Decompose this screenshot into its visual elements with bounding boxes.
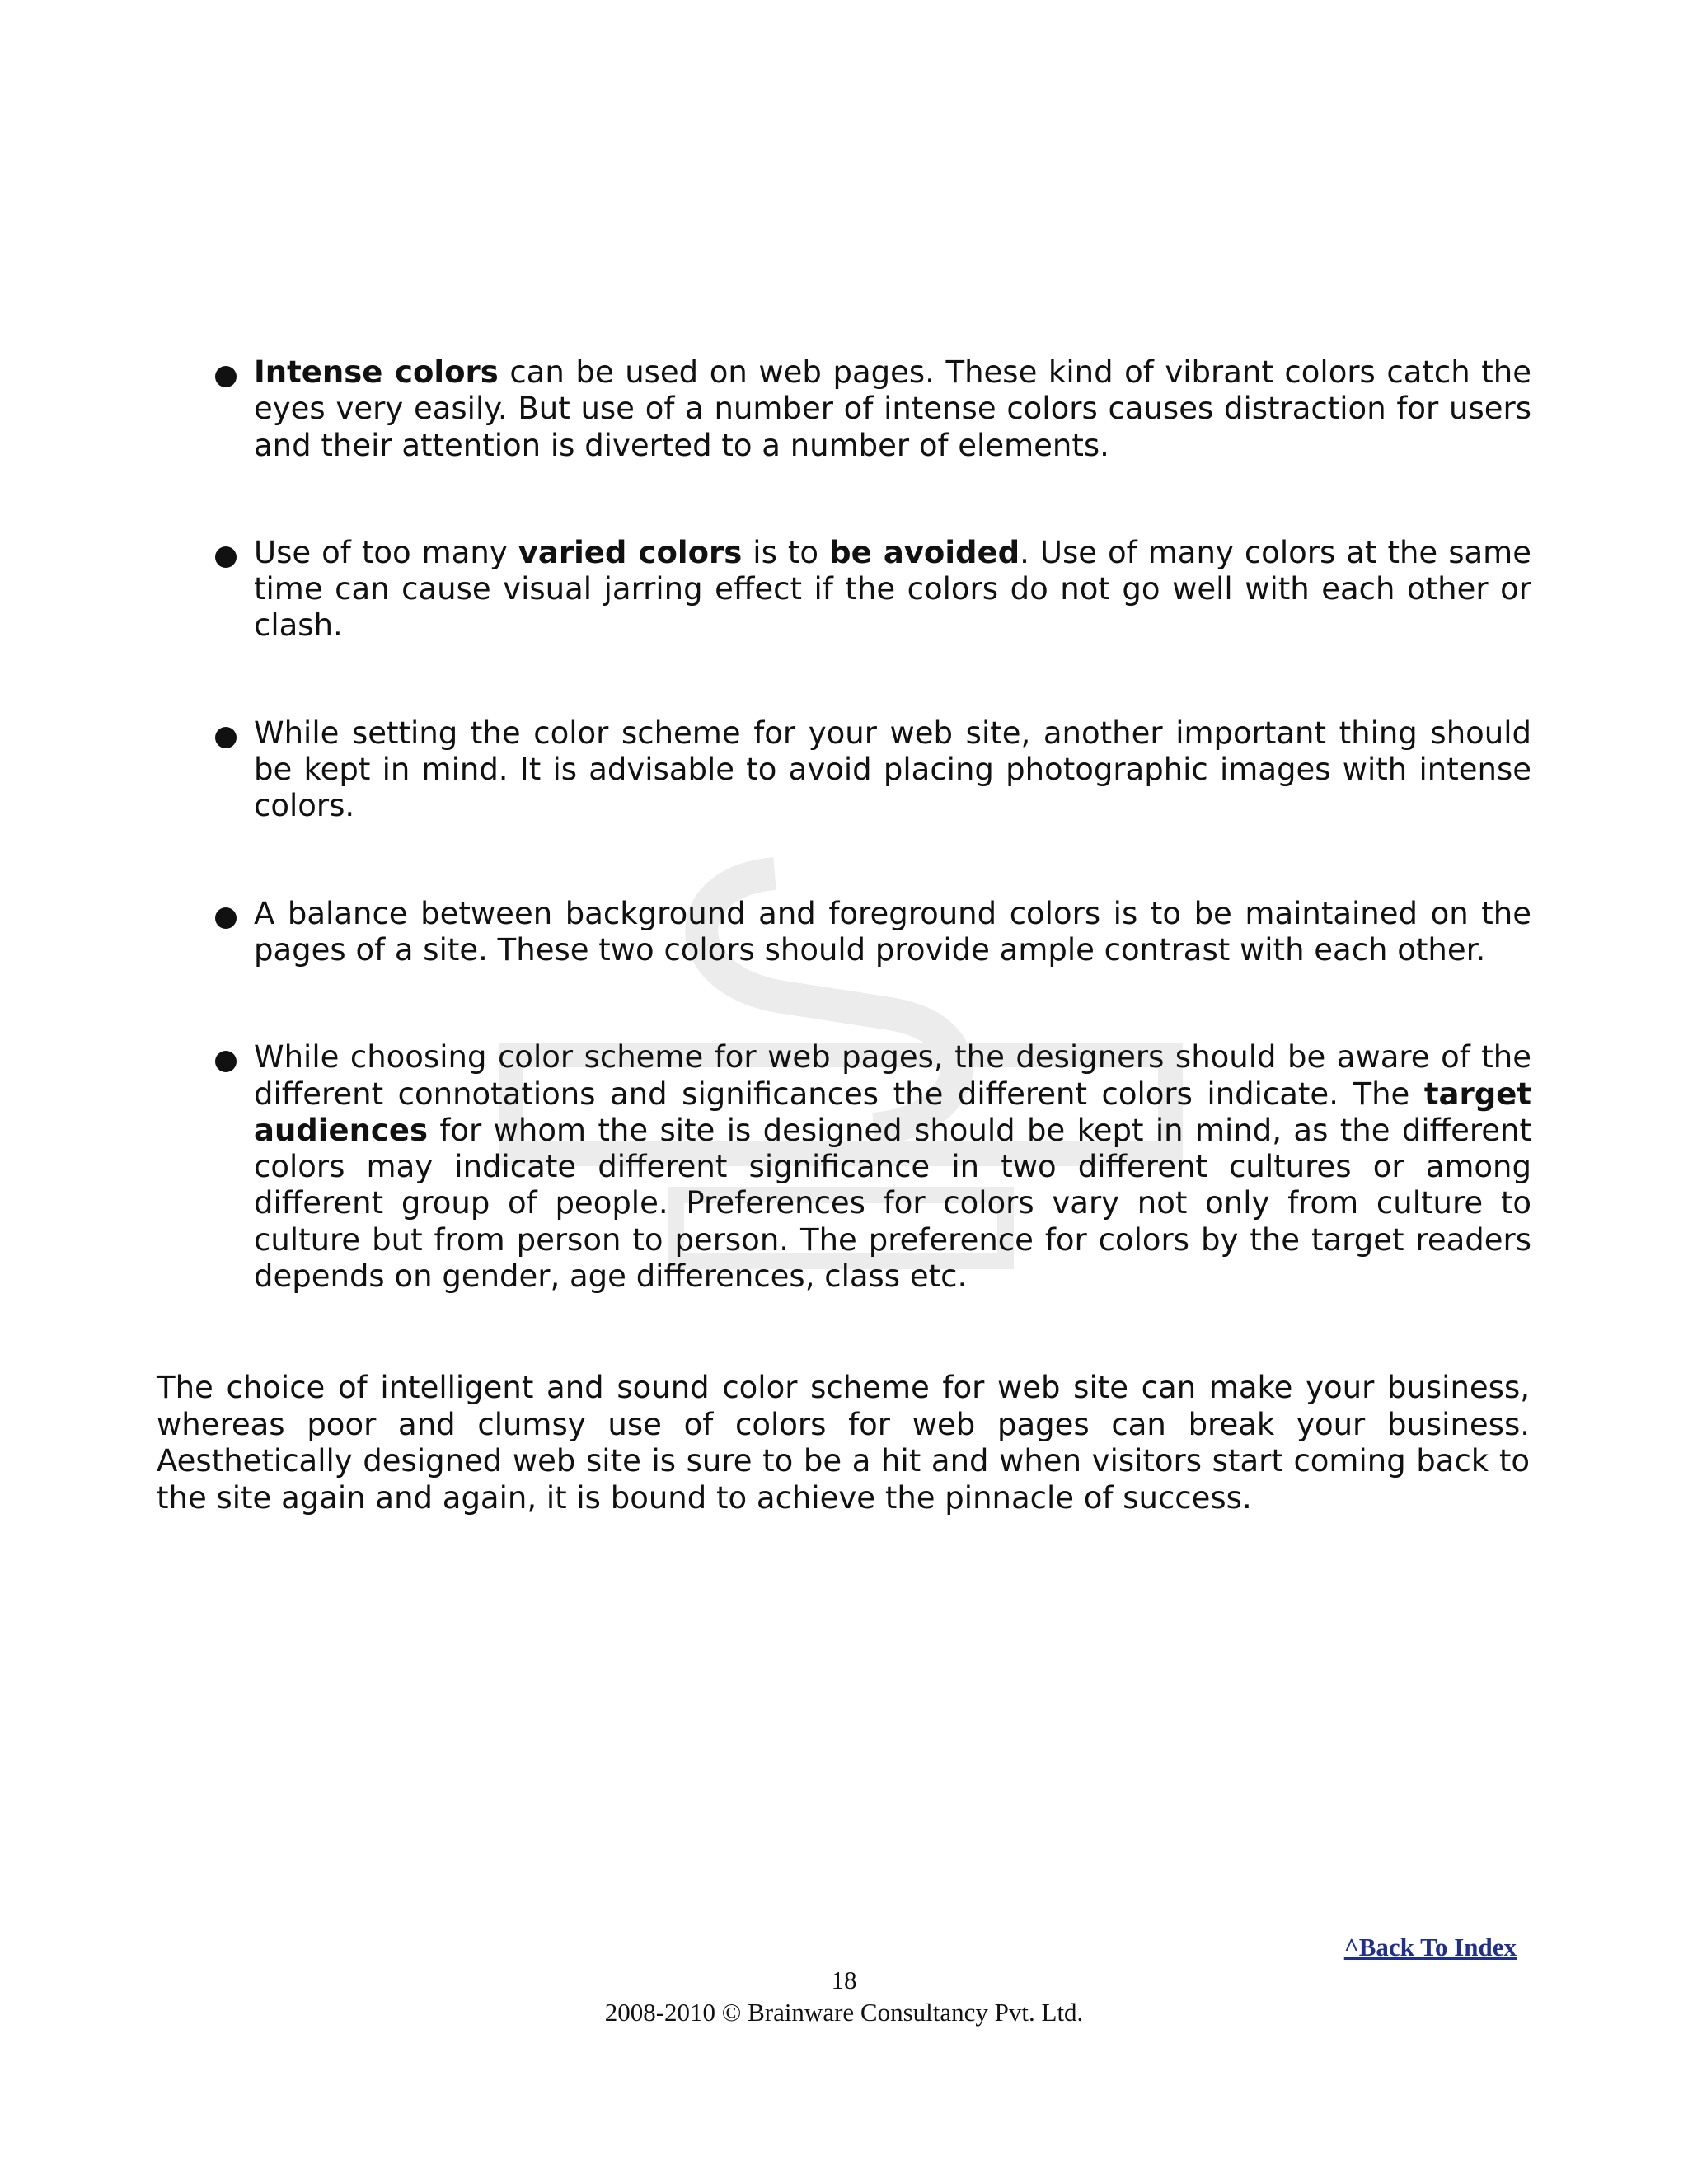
bold-term: Intense colors: [254, 354, 499, 390]
bullet-item-varied-colors: [213, 535, 1531, 644]
bullet-text: for whom the site is designed should be kept in mind, as the different colors may indicate different significance in two different cultures or among different group of people. Preferences for colors vary not only from culture to culture but from person to person. The preference for colors by the target readers depends on gender, age differences, class etc.: [254, 1112, 1531, 1295]
bullet-item-target-audiences: [213, 1039, 1531, 1295]
bullet-text: is to: [742, 534, 830, 570]
page-number: 18: [831, 1966, 857, 1994]
bullet-text: Use of too many: [254, 534, 518, 570]
bold-term: be avoided: [829, 534, 1020, 570]
bullet-text: While setting the color scheme for your web site, another important thing should be kept in mind. It is advisable to avoid placing photographic images with intense colors.: [254, 715, 1531, 824]
bullet-item-intense-colors: [213, 354, 1531, 464]
bullet-text: While choosing color scheme for web pages, the designers should be aware of the different connotations and significances the different colors indicate. The: [254, 1039, 1531, 1112]
bullet-dot-icon: [214, 546, 237, 569]
bold-term: target audiences: [254, 1076, 1531, 1148]
copyright-notice: 2008-2010 © Brainware Consultancy Pvt. Ltd.: [604, 1998, 1084, 2027]
bullet-dot-icon: [214, 1050, 237, 1073]
bullet-text: . Use of many colors at the same time can cause visual jarring effect if the colors do not go well with each other or clash.: [254, 534, 1531, 644]
bullet-text: can be used on web pages. These kind of vibrant colors catch the eyes very easily. But use of a number of intense colors causes distraction for users and their attention is diverted to a number of elements.: [254, 354, 1531, 463]
closing-paragraph: The choice of intelligent and sound color scheme for web site can make your business, whereas poor and clumsy use of colors for web pages can break your business. Aesthetically designed web site is sure to be a hit and when visitors start coming back to the site again and again, it is bound to achieve the pinnacle of success.: [157, 1370, 1530, 1516]
bullet-dot-icon: [214, 726, 237, 749]
bold-term: varied colors: [518, 534, 743, 570]
back-to-index-link[interactable]: ^Back To Index: [1343, 1933, 1517, 1961]
bullet-list: [213, 354, 1531, 1295]
bullet-dot-icon: [214, 907, 237, 930]
bullet-dot-icon: [214, 365, 237, 388]
bullet-text: A balance between background and foreground colors is to be maintained on the pages of a site. These two colors should provide ample contrast with each other.: [254, 895, 1531, 968]
bullet-item-photographic-images: [213, 715, 1531, 825]
bullet-item-balance: [213, 896, 1531, 969]
